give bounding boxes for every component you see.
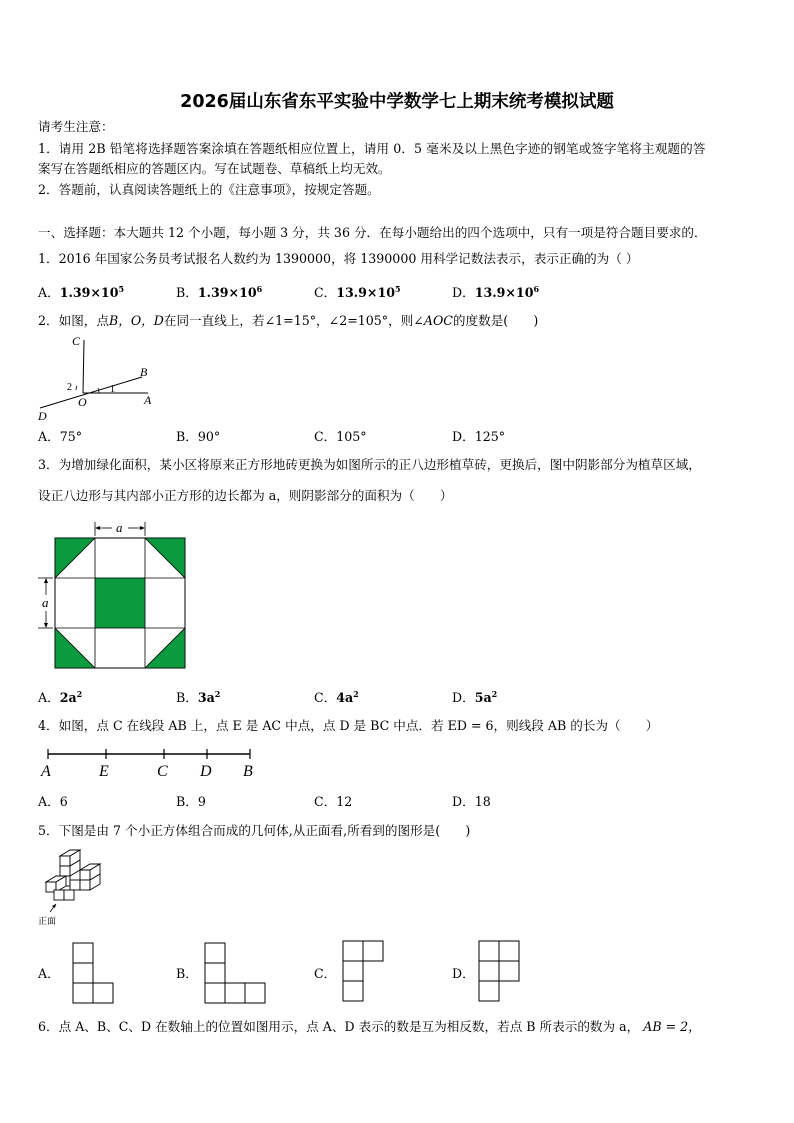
q4-option-a: A．6 xyxy=(38,794,68,809)
q5-option-b-figure xyxy=(204,942,268,1004)
angle-2-arc xyxy=(76,386,77,390)
q4-option-c: C．12 xyxy=(314,794,353,809)
q4-option-b: B．9 xyxy=(176,794,206,809)
label-b: B xyxy=(140,365,148,379)
notice-line-3: 2．答题前，认真阅读答题纸上的《注意事项》，按规定答题。 xyxy=(38,182,380,197)
label-a: A xyxy=(144,393,152,407)
inner-square xyxy=(95,578,145,628)
q3-option-c: C．$4a^2$ xyxy=(314,688,359,705)
point-d: D xyxy=(200,763,212,780)
q2-stem: 2．如图，点B，O，D在同一直线上，若∠1=15°，∠2=105°，则∠AOC的度数是( ) xyxy=(38,313,539,328)
label-angle-1: 1 xyxy=(110,384,115,395)
point-b: B xyxy=(243,763,253,780)
q5-option-a-label: A． xyxy=(38,966,60,981)
q5-option-c-figure xyxy=(342,940,386,1002)
label-o: O xyxy=(78,395,87,409)
notice-heading: 请考生注意： xyxy=(38,119,114,134)
q5-stem: 5．下图是由 7 个小正方体组合而成的几何体,从正面看,所看到的图形是( ) xyxy=(38,823,471,838)
q2-option-b: B．90° xyxy=(176,429,221,444)
notice-line-2: 案写在答题纸相应的答题区内。写在试题卷、草稿纸上均无效。 xyxy=(38,161,391,176)
q1-stem: 1．2016 年国家公务员考试报名人数约为 1390000，将 1390000 用科学记数法表示，表示正确的为（ ） xyxy=(38,251,639,266)
q4-stem: 4．如图，点 C 在线段 AB 上，点 E 是 AC 中点，点 D 是 BC 中点．若 ED = 6，则线段 AB 的长为（ ） xyxy=(38,718,659,733)
q4-option-d: D．18 xyxy=(452,794,491,809)
q1-option-d: D．$13.9\times 10^6$ xyxy=(452,283,540,300)
q5-option-a-figure xyxy=(72,942,116,1004)
q5-option-d-label: D． xyxy=(452,966,475,981)
q3-stem-line-2: 设正八边形与其内部小正方形的边长都为 a，则阴影部分的面积为（ ） xyxy=(38,488,453,503)
dim-top-a: a xyxy=(116,520,123,535)
q2-option-d: D．125° xyxy=(452,429,506,444)
q5-option-c-label: C． xyxy=(314,966,337,981)
q5-cube-figure xyxy=(36,846,106,928)
q1-option-b: B．$1.39\times 10^6$ xyxy=(176,283,263,300)
q3-option-d: D．$5a^2$ xyxy=(452,688,498,705)
q3-octagon-figure xyxy=(34,518,194,670)
label-d: D xyxy=(38,409,47,422)
notice-line-1: 1．请用 2B 铅笔将选择题答案涂填在答题纸相应位置上，请用 0．5 毫米及以上黑色字迹的钢笔或签字笔将主观题的答 xyxy=(38,141,706,156)
q6-stem: 6．点 A、B、C、D 在数轴上的位置如图用示，点 A、D 表示的数是互为相反数，若点 B 所表示的数为 a， AB = 2， xyxy=(38,1019,701,1034)
label-angle-2: 2 xyxy=(67,382,72,393)
section-heading: 一、选择题：本大题共 12 个小题，每小题 3 分，共 36 分．在每小题给出的四个选项中，只有一项是符合题目要求的． xyxy=(38,225,707,240)
q3-stem-line-1: 3．为增加绿化面积，某小区将原来正方形地砖更换为如图所示的正八边形植草砖，更换后，图中阴影部分为植草区域， xyxy=(38,457,701,472)
q5-option-b-label: B． xyxy=(176,966,198,981)
q5-option-d-figure xyxy=(478,940,522,1002)
q3-option-b: B．$3a^2$ xyxy=(176,688,221,705)
q4-segment-figure xyxy=(36,746,266,780)
q3-option-a: A．$2a^2$ xyxy=(38,688,83,705)
q2-angle-figure xyxy=(36,332,156,422)
ray-oc xyxy=(83,340,84,393)
page-title: 2026届山东省东平实验中学数学七上期末统考模拟试题 xyxy=(180,92,614,112)
label-c: C xyxy=(72,334,81,348)
point-a: A xyxy=(41,763,51,780)
q1-option-c: C．$13.9\times 10^5$ xyxy=(314,283,401,300)
dim-left-a: a xyxy=(42,595,49,610)
q1-option-a: A．$1.39\times 10^5$ xyxy=(38,283,125,300)
front-label: 正面 xyxy=(38,916,57,926)
q2-option-a: A．75° xyxy=(38,429,83,444)
point-c: C xyxy=(157,763,168,780)
q2-option-c: C．105° xyxy=(314,429,367,444)
point-e: E xyxy=(99,763,109,780)
